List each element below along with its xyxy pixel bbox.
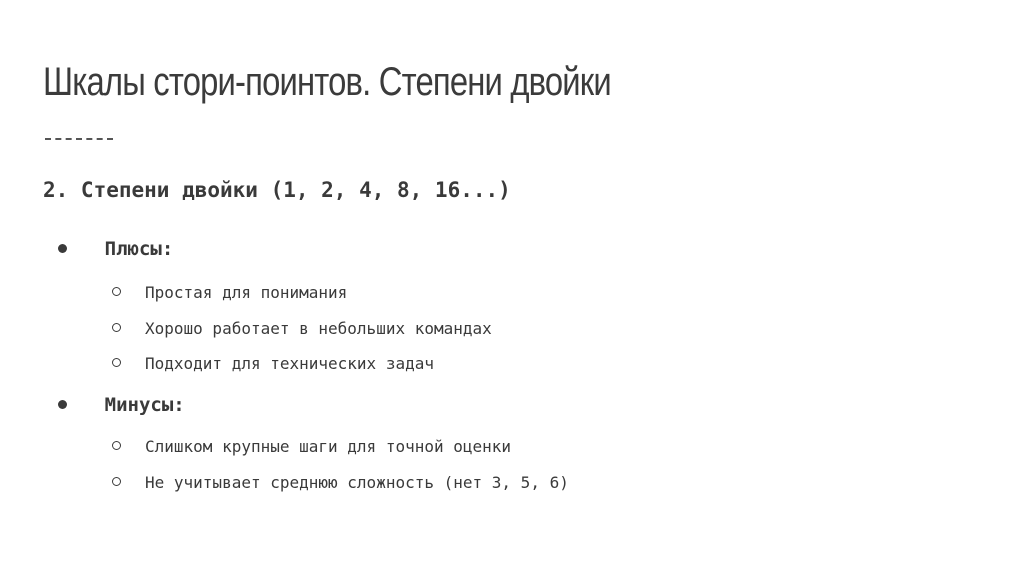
circle-bullet-icon bbox=[112, 477, 121, 486]
list-item: Слишком крупные шаги для точной оценки bbox=[112, 437, 511, 456]
slide-title: Шкалы стори-поинтов. Степени двойки bbox=[43, 60, 611, 104]
list-item: Не учитывает среднюю сложность (нет 3, 5, 6) bbox=[112, 473, 569, 492]
list-item: Простая для понимания bbox=[112, 283, 347, 302]
slide-subtitle: 2. Степени двойки (1, 2, 4, 8, 16...) bbox=[43, 178, 511, 202]
circle-bullet-icon bbox=[112, 441, 121, 450]
section-label-cons: Минусы: bbox=[104, 394, 185, 416]
list-item: Хорошо работает в небольших командах bbox=[112, 319, 492, 338]
circle-bullet-icon bbox=[112, 358, 121, 367]
section-cons bbox=[58, 394, 185, 416]
bullet-icon bbox=[58, 400, 67, 409]
section-pros bbox=[58, 238, 173, 260]
circle-bullet-icon bbox=[112, 323, 121, 332]
list-item: Подходит для технических задач bbox=[112, 354, 434, 373]
section-label-pros: Плюсы: bbox=[104, 238, 174, 260]
title-divider bbox=[45, 138, 113, 140]
bullet-icon bbox=[58, 244, 67, 253]
circle-bullet-icon bbox=[112, 287, 121, 296]
